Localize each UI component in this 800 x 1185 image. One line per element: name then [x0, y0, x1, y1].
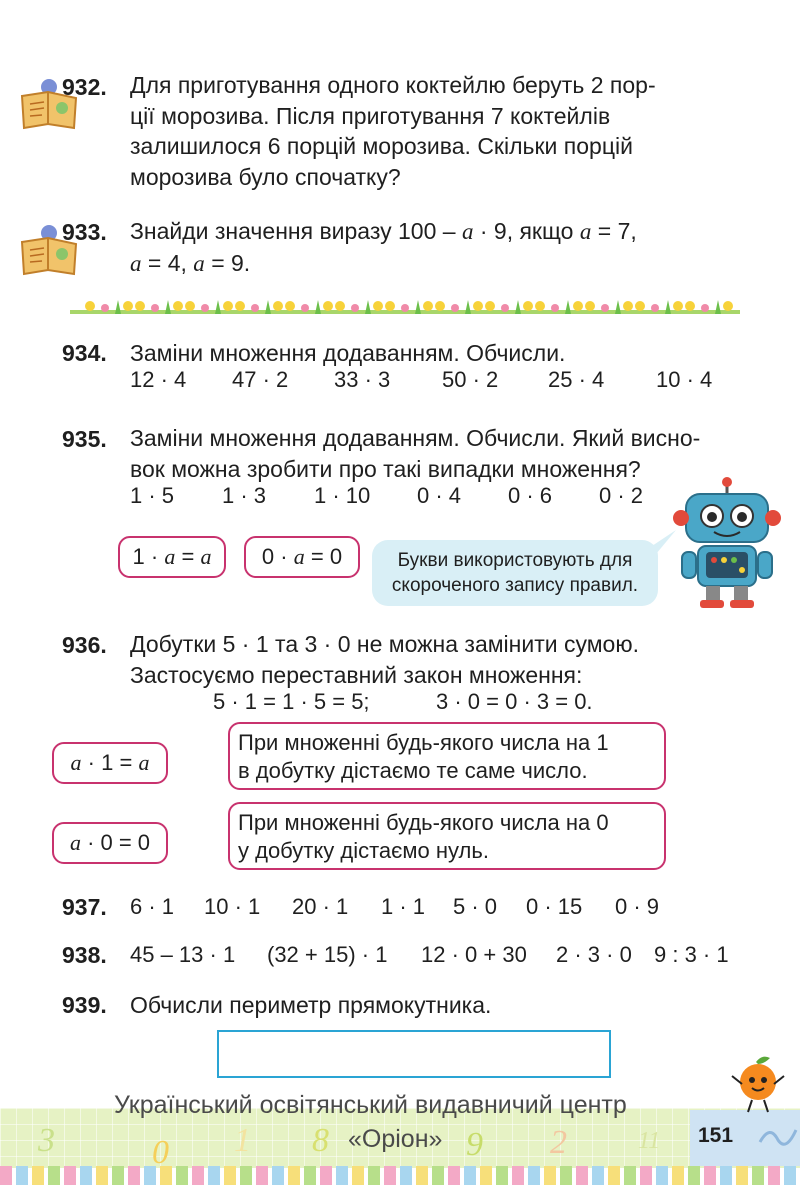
- rule-a-times-one-box: [52, 742, 168, 784]
- rule-note-multiply-by-one: [228, 722, 666, 790]
- variable-a: a: [70, 750, 82, 775]
- expression: 25 · 4: [548, 367, 605, 392]
- task-935-expressions: [130, 482, 650, 512]
- task-932-line-2: ції морозива. Після приготування 7 коктейлів: [130, 102, 611, 129]
- bubble-line-1: Букви використовують для: [397, 550, 633, 571]
- expression: 1 · 10: [314, 483, 371, 508]
- task-933-text-b: · 9, якщо: [479, 218, 574, 244]
- expression: 2 · 3 · 0: [556, 942, 632, 967]
- task-933-text-d: = 4,: [147, 249, 187, 276]
- variable-a: a: [200, 544, 212, 569]
- variable-a: a: [138, 750, 150, 775]
- footer-publisher: Український освітянський видавничий центр: [114, 1091, 627, 1119]
- expression: (32 + 15) · 1: [267, 942, 388, 967]
- task-934-text: Заміни множення додаванням. Обчисли.: [130, 340, 566, 366]
- rule-zero-times-a-box: [244, 536, 360, 578]
- expression: 0 · 2: [599, 483, 644, 508]
- task-937-expressions: [130, 893, 730, 923]
- task-936-number: 936.: [62, 632, 107, 658]
- rectangle-figure: [217, 1030, 611, 1078]
- task-934-number: 934.: [62, 340, 107, 366]
- task-935-line-2: вок можна зробити про такі випадки множення?: [130, 455, 641, 482]
- expression: 1 · 5: [130, 483, 175, 508]
- variable-a: a: [164, 544, 176, 569]
- task-935-line-1: Заміни множення додаванням. Обчисли. Який висно-: [130, 425, 701, 451]
- variable-a: a: [193, 250, 205, 276]
- note-line-2: у добутку дістаємо нуль.: [238, 838, 489, 863]
- flower-border-divider: [70, 294, 740, 320]
- expression: 20 · 1: [292, 894, 349, 919]
- task-932-number: 932.: [62, 74, 107, 100]
- note-line-1: При множенні будь-якого числа на 1: [238, 730, 609, 755]
- deco-digit: 2: [550, 1124, 567, 1161]
- rule-text: 1 ·: [132, 544, 159, 569]
- task-936-equations: [213, 688, 613, 718]
- expression: 12 · 0 + 30: [421, 942, 527, 967]
- task-932-text: [130, 70, 735, 192]
- variable-a: a: [293, 544, 305, 569]
- expression: 33 · 3: [334, 367, 391, 392]
- task-937-number: 937.: [62, 894, 107, 920]
- page-number: 151: [698, 1124, 734, 1147]
- expression: 0 · 15: [526, 894, 583, 919]
- task-934-expressions: [130, 366, 730, 396]
- rule-text: · 1 =: [87, 750, 133, 775]
- task-936-line-1: Добутки 5 · 1 та 3 · 0 не можна замінити сумою.: [130, 631, 639, 657]
- expression: 45 – 13 · 1: [130, 942, 236, 967]
- expression: 0 · 9: [615, 894, 660, 919]
- variable-a: a: [461, 219, 474, 244]
- expression: 47 · 2: [232, 367, 289, 392]
- expression: 10 · 1: [204, 894, 261, 919]
- note-line-2: в добутку дістаємо те саме число.: [238, 758, 588, 783]
- deco-digit: 0: [152, 1134, 169, 1171]
- task-933-text-a: Знайди значення виразу 100 –: [130, 218, 456, 244]
- expression: 0 · 4: [417, 483, 462, 508]
- task-939-text: Обчисли периметр прямокутника.: [130, 992, 492, 1018]
- robot-icon: [672, 476, 782, 610]
- speech-bubble: [372, 540, 658, 606]
- rule-text: 0 ·: [261, 544, 288, 569]
- deco-digit: 9: [466, 1126, 483, 1163]
- equation: 5 · 1 = 1 · 5 = 5;: [213, 689, 370, 714]
- equation: 3 · 0 = 0 · 3 = 0.: [436, 689, 593, 714]
- task-932-line-1: Для приготування одного коктейлю беруть 2 пор-: [130, 72, 656, 98]
- task-936-text: [130, 629, 740, 690]
- rule-note-multiply-by-zero: [228, 802, 666, 870]
- task-933-text: [130, 216, 740, 279]
- task-935-number: 935.: [62, 426, 107, 452]
- task-933-text-c: = 7,: [597, 218, 637, 244]
- expression: 0 · 6: [508, 483, 553, 508]
- variable-a: a: [69, 830, 81, 855]
- deco-digit: 8: [312, 1122, 329, 1159]
- deco-digit: 3: [38, 1122, 55, 1159]
- footer-publisher-name: «Оріон»: [348, 1125, 443, 1153]
- task-933-text-e: = 9.: [211, 249, 251, 276]
- task-932-line-3: залишилося 6 порцій морозива. Скільки порцій: [130, 133, 633, 159]
- rule-one-times-a-box: [118, 536, 226, 578]
- rule-a-times-zero-box: [52, 822, 168, 864]
- rule-text: · 0 = 0: [87, 830, 151, 855]
- rule-text: =: [181, 544, 195, 569]
- bubble-line-2: скороченого запису правил.: [391, 575, 639, 596]
- expression: 50 · 2: [442, 367, 499, 392]
- task-939-number: 939.: [62, 992, 107, 1018]
- expression: 1 · 1: [381, 894, 426, 919]
- expression: 5 · 0: [453, 894, 498, 919]
- task-936-line-2: Застосуємо переставний закон множення:: [130, 661, 583, 688]
- task-935-text: [130, 423, 740, 484]
- expression: 12 · 4: [130, 367, 187, 392]
- variable-a: a: [579, 219, 592, 244]
- deco-digit: 11: [638, 1128, 661, 1154]
- expression: 9 : 3 · 1: [654, 942, 729, 967]
- task-938-expressions: [130, 941, 740, 971]
- variable-a: a: [130, 250, 142, 276]
- expression: 6 · 1: [130, 894, 175, 919]
- orange-mascot-icon: [728, 1054, 790, 1114]
- note-line-1: При множенні будь-якого числа на 0: [238, 810, 609, 835]
- task-938-number: 938.: [62, 942, 107, 968]
- swirl-icon: [756, 1122, 800, 1152]
- rule-text: = 0: [310, 544, 343, 569]
- expression: 10 · 4: [656, 367, 713, 392]
- deco-digit: 1: [234, 1122, 251, 1159]
- task-933-number: 933.: [62, 219, 107, 245]
- task-932-line-4: морозива було спочатку?: [130, 163, 401, 190]
- expression: 1 · 3: [222, 483, 267, 508]
